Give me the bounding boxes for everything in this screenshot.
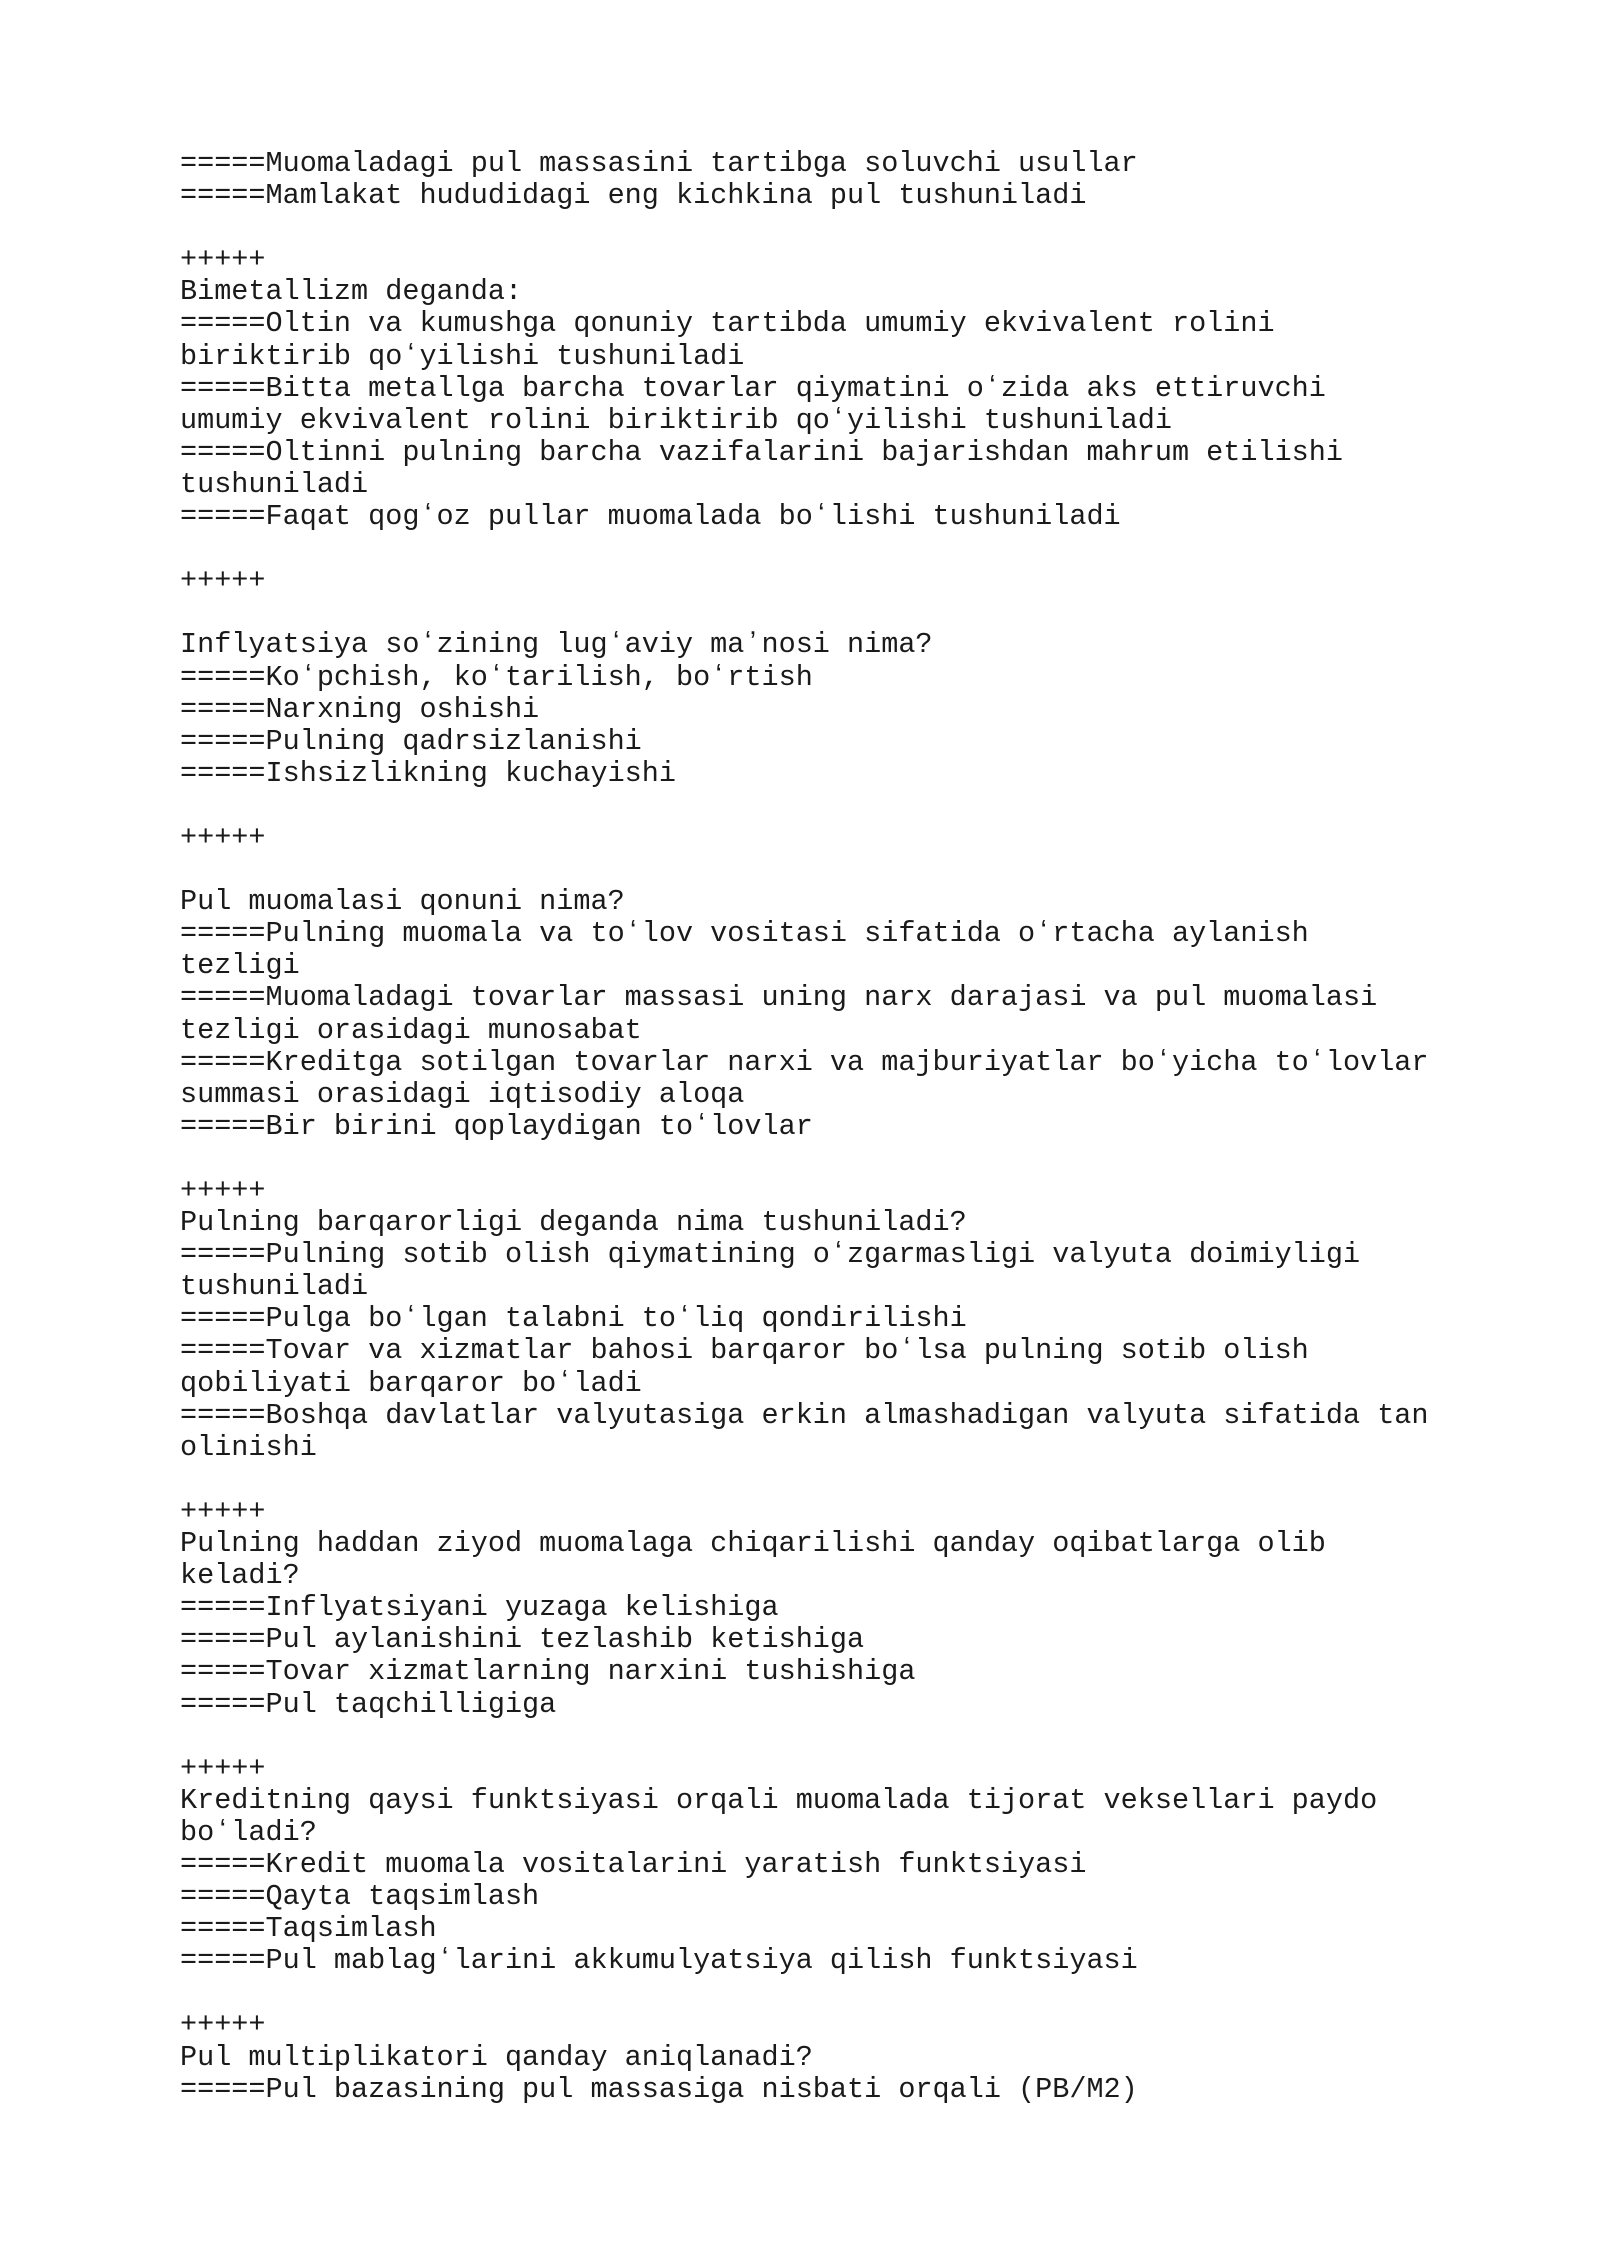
blank-line [180,1143,1480,1175]
separator-line: +++++ [180,2008,266,2042]
answer-option-line: =====Pul aylanishini tezlashib ketishiga [180,1623,865,1657]
document-text-body [180,148,1480,2106]
text-line: tezligi orasidagi munosabat [180,1013,642,1047]
question-block [180,565,1480,597]
text-line: Pul multiplikatori qanday aniqlanadi? [180,2040,813,2074]
answer-option-line: =====Pulning muomala va toʻlov vositasi sifatida oʻrtacha aylanish [180,917,1309,951]
answer-option-line: =====Ishsizlikning kuchayishi [180,756,676,790]
question-block [180,822,1480,854]
answer-option-line: =====Tovar va xizmatlar bahosi barqaror boʻlsa pulning sotib olish [180,1334,1309,1368]
answer-option-line: =====Tovar xizmatlarning narxini tushishiga [180,1655,916,1689]
answer-option-line: =====Kredit muomala vositalarini yaratish funktsiyasi [180,1847,1087,1881]
text-line: boʻladi? [180,1815,317,1849]
answer-option-line: =====Kreditga sotilgan tovarlar narxi va majburiyatlar boʻyicha toʻlovlar [180,1045,1429,1079]
separator-line: +++++ [180,564,266,598]
answer-option-line: =====Oltin va kumushga qonuniy tartibda umumiy ekvivalent rolini [180,307,1275,341]
text-line: umumiy ekvivalent rolini biriktirib qoʻyilishi tushuniladi [180,403,1172,437]
answer-option-line: =====Pul bazasining pul massasiga nisbati orqali (PB/M2) [180,2072,1138,2106]
text-line: tushuniladi [180,467,369,501]
answer-option-line: =====Narxning oshishi [180,692,540,726]
answer-option-line: =====Faqat qogʻoz pullar muomalada boʻlishi tushuniladi [180,500,1121,534]
question-block [180,1175,1480,1464]
blank-line [180,597,1480,629]
question-block [180,886,1480,1143]
text-line: Pul muomalasi qonuni nima? [180,885,625,919]
separator-line: +++++ [180,243,266,277]
answer-option-line: =====Pulning sotib olish qiymatining oʻzgarmasligi valyuta doimiyligi [180,1238,1361,1272]
answer-option-line: =====Qayta taqsimlash [180,1880,540,1914]
text-line: tushuniladi [180,1270,369,1304]
question-block [180,148,1480,212]
text-line: keladi? [180,1559,300,1593]
separator-line: +++++ [180,1494,266,1528]
answer-option-line: =====Bitta metallga barcha tovarlar qiymatini oʻzida aks ettiruvchi [180,371,1326,405]
answer-option-line: =====Mamlakat hududidagi eng kichkina pul tushuniladi [180,179,1087,213]
answer-option-line: =====Pulga boʻlgan talabni toʻliq qondirilishi [180,1302,967,1336]
answer-option-line: =====Taqsimlash [180,1912,437,1946]
blank-line [180,1721,1480,1753]
text-line: Pulning barqarorligi deganda nima tushuniladi? [180,1206,967,1240]
text-line: biriktirib qoʻyilishi tushuniladi [180,339,745,373]
answer-option-line: =====Muomaladagi pul massasini tartibga soluvchi usullar [180,147,1138,180]
answer-option-line: =====Pul mablagʻlarini akkumulyatsiya qilish funktsiyasi [180,1944,1138,1978]
question-block [180,1496,1480,1721]
blank-line [180,212,1480,244]
text-line: Inflyatsiya soʻzining lugʻaviy maʼnosi nima? [180,628,933,662]
question-block [180,629,1480,789]
text-line: qobiliyati barqaror boʻladi [180,1366,642,1400]
text-line: Pulning haddan ziyod muomalaga chiqarilishi qanday oqibatlarga olib [180,1527,1326,1561]
blank-line [180,790,1480,822]
text-line: tezligi [180,949,300,983]
text-line: Bimetallizm deganda: [180,275,523,309]
blank-line [180,533,1480,565]
answer-option-line: =====Pulning qadrsizlanishi [180,724,642,758]
text-line: summasi orasidagi iqtisodiy aloqa [180,1077,745,1111]
blank-line [180,1977,1480,2009]
answer-option-line: =====Boshqa davlatlar valyutasiga erkin almashadigan valyuta sifatida tan [180,1398,1429,1432]
separator-line: +++++ [180,1751,266,1785]
blank-line [180,1464,1480,1496]
separator-line: +++++ [180,1174,266,1207]
question-block [180,1753,1480,1978]
separator-line: +++++ [180,820,266,854]
blank-line [180,854,1480,886]
answer-option-line: =====Inflyatsiyani yuzaga kelishiga [180,1591,779,1625]
text-line: Kreditning qaysi funktsiyasi orqali muomalada tijorat veksellari paydo [180,1783,1378,1817]
question-block [180,2009,1480,2105]
answer-option-line: =====Bir birini qoplaydigan toʻlovlar [180,1109,813,1143]
answer-option-line: =====Muomaladagi tovarlar massasi uning narx darajasi va pul muomalasi [180,981,1378,1015]
answer-option-line: =====Koʻpchish, koʻtarilish, boʻrtish [180,660,813,694]
question-block [180,244,1480,533]
answer-option-line: =====Oltinni pulning barcha vazifalarini bajarishdan mahrum etilishi [180,435,1343,469]
text-line: olinishi [180,1430,317,1464]
answer-option-line: =====Pul taqchilligiga [180,1687,557,1721]
